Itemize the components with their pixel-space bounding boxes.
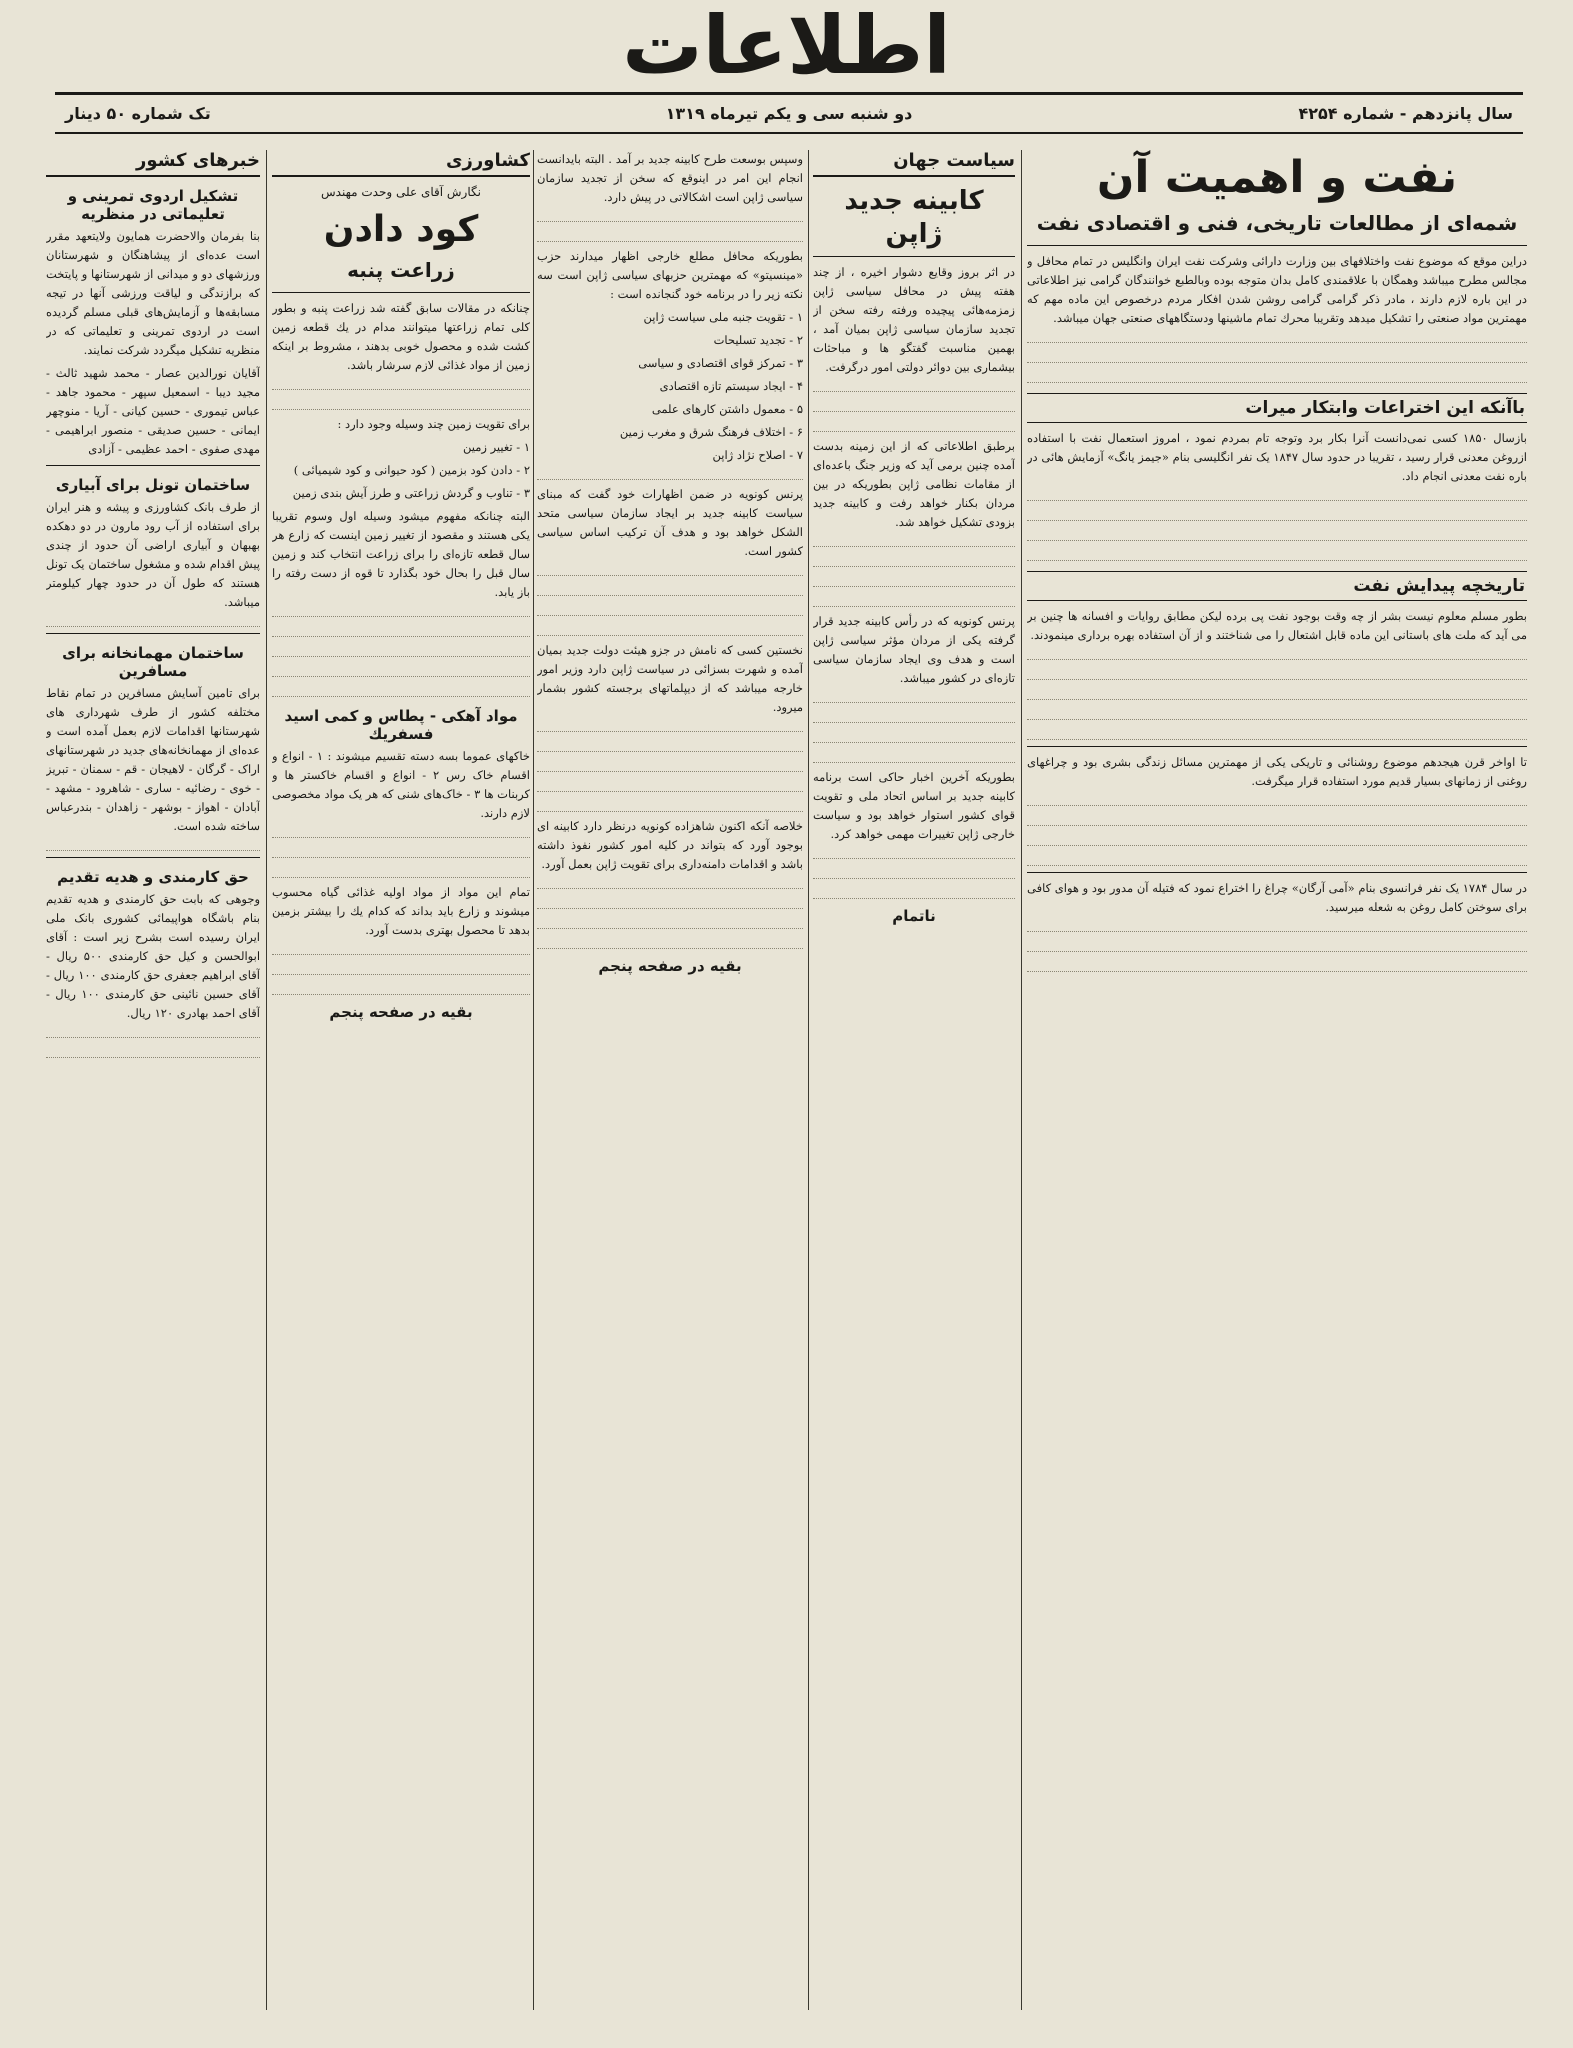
text-line [537,561,803,576]
text-line [813,688,1015,703]
fertilizer-text-c: خاکهای عموما بسه دسته تقسیم میشوند : ۱ - انواع و اقسام خاک رس ۲ - انواع و اقسام خاکستر ها و کربنات ها ۳ - خاک‌های شنی که هر یک مواد مخصوصی لازم دارند. [272,749,530,820]
text-line [813,377,1015,392]
fertilizer-list-title: برای تقویت زمین چند وسیله وجود دارد : [337,417,530,431]
text-line [272,602,530,617]
text-line [813,884,1015,899]
text-line [1027,791,1527,806]
text-line [272,843,530,858]
text-line [272,662,530,677]
text-line [537,797,803,812]
section-kicker: خبرهای کشور [46,150,260,177]
continued-note: بقیه در صفحه پنجم [598,957,742,975]
text-line [1027,348,1527,363]
news-headline: حق کارمندی و هدیه تقدیم [57,868,249,886]
divider [1027,872,1527,873]
text-line [272,375,530,390]
news-text: بنا بفرمان والاحضرت همایون ولایتعهد مقرر است عده‌ای از پیشاهنگان و شهرستانان ورزشهای دو و میدانی از شهرستانها و پایتخت که برازندگی و لیاقت ورزشی آنها در تیجه مسابقه‌ها و آزمایش‌های قبلی مسلم گردیده است در اردوی تمرینی و تعلیماتی که در منظریه تشکیل میگردد شرکت نمایند. [46,229,260,357]
text-line [537,757,803,772]
text-line [537,207,803,222]
text-line [1027,851,1527,866]
japan-cont-text-a: وسپس بوسعت طرح کابینه جدید بر آمد . البته بایدانست انجام این امر در اینوقع که سخن از تجدید سازمان سیاسی ژاپن است اشکالاتی در پیش دارد. [537,152,803,204]
text-line [537,717,803,732]
fertilizer-list-item: ۲ - دادن کود بزمین ( کود حیوانی و کود شیمیائی ) [293,463,530,477]
text-line [46,1023,260,1038]
news-text: از طرف بانک کشاورزی و پیشه و هنر ایران برای استفاده از آب رود مارون در دو دهکده بهبهان و آبیاری اراضی آن حدود از چندی پیش اقدام شده و مشغول ساختمان یک تونل هستند که طول آن در حدود چهار کیلومتر میباشد. [46,500,260,609]
divider [1027,245,1527,246]
domestic-news-column [46,150,260,2010]
text-line [537,465,803,480]
text-line [1027,665,1527,680]
column-separator [533,150,534,2010]
masthead [0,0,1573,92]
oil-history-text: بطور مسلم معلوم نیست بشر از چه وقت بوجود نفت پی برده لیکن مطابق روایات و افسانه ها چنین بر می آید که ملت های باستانی این ماده قابل اشتعال را می شناختند و از آن استفاده بهره برداری مینمودند. [1027,609,1527,642]
text-line [813,728,1015,743]
text-line [272,960,530,975]
japan-continuation-column [537,150,803,2010]
agriculture-column [272,150,530,2010]
divider [46,465,260,466]
text-line [813,748,1015,763]
japan-list-item: ۳ - تمرکز قوای اقتصادی و سیاسی [638,356,803,370]
text-line [813,864,1015,879]
text-line [272,863,530,878]
news-headline: ساختمان تونل برای آبیاری [55,476,251,494]
oil-section-text: بازسال ۱۸۵۰ کسی نمی‌دانست آنرا بکار برد وتوجه تام بمردم نمود ، امروز استعمال نفت با استفاده ازروغن معدنی قرار رسید ، تقریبا در حدود سال ۱۸۴۷ یک نفر انگلیسی بنام «جیمز یانگ» آزمایش هائی در باره نفت معدنی انجام داد. [1027,431,1527,483]
text-line [1027,937,1527,952]
fertilizer-list-item: ۳ - تناوب و گردش زراعتی و طرز آیش بندی زمین [292,486,530,500]
japan-cont-text-d: خلاصه آنکه اکنون شاهزاده کونویه درنظر دارد کابینه ای بوجود آورد که بتواند در کلیه امور کشور نفوذ داشته باشد و اقدامات دامنه‌داری برای تقویت ژاپن بعمل آورد. [537,819,803,871]
text-line [813,592,1015,607]
japan-text-d: بطوریکه آخرین اخبار حاکی است برنامه کابینه جدید بر اساس اتحاد ملی و تقویت قوای کشور استوار خواهد بود و سیاست خارجی ژاپن تغییرات مهمی خواهد کرد. [813,770,1015,841]
divider [813,256,1015,257]
section-kicker: سیاست جهان [813,150,1015,177]
fertilizer-text-d: تمام این مواد از مواد اولیه غذائی گیاه محسوب میشوند و زارع باید بداند که کدام یك را بیشتر بزمین بدهد تا محصول بهتری بدست آورد. [272,885,530,937]
column-separator [266,150,267,2010]
oil-article [1027,150,1527,2010]
text-line [46,1043,260,1058]
text-line [1027,546,1527,561]
text-line [1027,328,1527,343]
news-headline: ساختمان مهمانخانه برای مسافرین [62,644,244,680]
divider [46,633,260,634]
oil-argand-text: در سال ۱۷۸۴ یک نفر فرانسوی بنام «آمی آرگان» چراغ را اختراع نمود که فتیله آن مدور بود و هوای کافی برای سوختن کامل روغن به شعله میرسید. [1027,881,1527,914]
oil-intro: دراین موقع که موضوع نفت واختلافهای بین وزارت دارائی وشرکت نفت ایران وانگلیس در تمام محافل و مجالس مطرح میباشد وهمگان با علاقمندی کامل بدان متوجه بوده وبالطبع خوانندگان گرامی نیز اطلاعاتی در این باره لازم دارند ، مادر ذکر گرامی گرامی روشن شدن افکار مردم درخصوص این ماده مهم که مهمترین مواد صنعتی را تشکیل میدهد وتقریبا محرك تمام ماشینها ودستگاههای صنعتی جهان میباشد. [1027,254,1527,325]
text-line [537,874,803,889]
text-line [537,581,803,596]
japan-cont-text-c: نخستین کسی که نامش در جزو هیئت دولت جدید بمیان آمده و شهرت بسزائی در سیاست ژاپن دارد وزیر امور خارجه میباشد که از دیپلماتهای برجسته کشور بشمار میرود. [537,643,803,714]
news-names: آقایان نورالدین عصار - محمد شهید ثالث - مجید دیبا - اسمعیل سپهر - محمود جاهد - عباس تیموری - حسین کیانی - آریا - منوچهر ایمانی - حسین صدیقی - منصور ابراهیمی - مهدی صفوی - احمد عظیمی - آزادی [46,366,260,456]
continued-note: بقیه در صفحه پنجم [329,1003,473,1021]
japan-list-item: ۴ - ایجاد سیستم تازه اقتصادی [659,379,803,393]
text-line [1027,725,1527,740]
text-line [272,395,530,410]
fertilizer-list-item: ۱ - تغییر زمین [462,440,530,454]
fertilizer-subheadline: زراعت پنبه [347,258,455,282]
text-line [537,601,803,616]
text-line [537,227,803,242]
japan-list-title: بطوریکه محافل مطلع خارجی اظهار میدارند حزب «مینسیتو» که مهمترین حزبهای سیاسی ژاپن است سه نکته زیر را در برنامه خود گنجانده است : [537,249,803,301]
text-line [272,642,530,657]
divider [46,857,260,858]
oil-subheadline: شمه‌ای از مطالعات تاریخی، فنی و اقتصادی نفت [1036,211,1518,235]
column-separator [808,150,809,2010]
section-kicker: کشاورزی [272,150,530,177]
fertilizer-text-b: البته چنانکه مفهوم میشود وسیله اول وسوم تقریبا یکی هستند و مقصود از تغییر زمین اینست که زارع هر سال قطعه تازه‌ای را برای زراعت انتخاب کند و زمین سال قبل را بحال خود بگذارد تا قوه از دست رفته را باز یابد. [272,509,530,599]
oil-lamps-text: تا اواخر قرن هیجدهم موضوع روشنائی و تاریکی یکی از مهمترین مسائل زندگی بشری بود و چراغهای روغنی از زمانهای بسیار قدیم مورد استفاده قرار میگرفت. [1027,755,1527,788]
text-line [1027,526,1527,541]
text-line [272,980,530,995]
text-line [1027,506,1527,521]
divider [272,292,530,293]
text-line [537,894,803,909]
text-line [537,621,803,636]
oil-headline: نفت و اهمیت آن [1096,152,1458,203]
byline: نگارش آقای علی وحدت مهندس [321,185,481,199]
text-line [46,836,260,851]
text-line [537,737,803,752]
text-line [272,823,530,838]
top-rule [55,92,1523,95]
text-line [813,572,1015,587]
text-line [537,777,803,792]
newspaper-title: اطلاعات [622,0,951,92]
text-line [1027,368,1527,383]
fertilizer-headline: کود دادن [323,209,479,250]
text-line [813,552,1015,567]
japan-cabinet-headline: کابینه جدید ژاپن [844,186,984,249]
continued-note: ناتمام [892,907,936,925]
issue-number: سال پانزدهم - شماره ۴۲۵۴ [1298,104,1513,123]
text-line [813,708,1015,723]
divider [1027,746,1527,747]
text-line [1027,685,1527,700]
news-text: برای تامین آسایش مسافرین در تمام نقاط مختلفه کشور از طرف شهرداری های شهرستانها اقدامات لازم بعمل آمده است و عده‌ای از مهمانخانه‌های جدید در شهرستانهای اراک - گرگان - لاهیجان - قم - سمنان - تبریز - خوی - رضائیه - ساری - شاهرود - مشهد - آبادان - اهواز - بوشهر - زاهدان - بندرعباس ساخته شده است. [46,686,260,833]
text-line [537,914,803,929]
oil-section-head: باآنکه این اختراعات وابتکار میرات [1027,393,1527,423]
text-line [1027,486,1527,501]
text-line [813,532,1015,547]
bottom-rule [55,132,1523,134]
text-line [813,397,1015,412]
japan-text-b: برطبق اطلاعاتی که از این زمینه بدست آمده چنین برمی آید که وزیر جنگ باعده‌ای از مقامات نظامی ژاپن بطوریکه در بین مردان بکنار خواهد رفت و کابینه جدید بزودی تشکیل خواهد شد. [813,439,1015,529]
japan-list-item: ۵ - معمول داشتن کارهای علمی [651,402,803,416]
fertilizer-text-a: چنانکه در مقالات سابق گفته شد زراعت پنبه و بطور کلی تمام زراعتها میتوانند مدام در یك قطعه زمین کشت شده و محصول خوبی بدهند ، مشروط بر اینکه زمین از مواد غذائی لازم سرشار باشد. [272,301,530,372]
text-line [1027,705,1527,720]
fertilizer-section-head: مواد آهکی - پطاس و کمی اسید فسفریك [284,707,518,743]
text-line [1027,811,1527,826]
japan-text-a: در اثر بروز وقایع دشوار اخیره ، از چند هفته پیش در محافل سیاسی ژاپن زمزمه‌هائی پیچیده ورفته رفته سخن از تجدید سازمان سیاسی ژاپن بمیان آمد ، بهمین مناسبت گفتگو ها و مباحثات بیشماری بین دوائر دولتی امور درگرفت. [813,265,1015,374]
japan-list-item: ۱ - تقویت جنبه ملی سیاست ژاپن [643,310,803,324]
text-line [1027,917,1527,932]
issue-date: دو شنبه سی و یکم تیرماه ۱۳۱۹ [665,104,913,123]
news-text: وجوهی که بابت حق کارمندی و هدیه تقدیم بنام باشگاه هواپیمائی کشوری بانک ملی ایران رسیده است بشرح زیر است : آقای ابوالحسن و کیل حق کارمندی ۵۰۰ ریال - آقای ابراهیم جعفری حق کارمندی ۱۰۰ ریال - آقای حسین نائینی حق کارمندی ۱۰۰ ریال - آقای احمد بهادری ۱۲۰ ریال. [46,892,260,1020]
column-separator [1021,150,1022,2010]
world-politics-column [813,150,1015,2010]
text-line [1027,645,1527,660]
text-line [272,622,530,637]
text-line [813,844,1015,859]
japan-text-c: پرنس کونویه که در رأس کابینه جدید قرار گرفته یکی از مردان مؤثر سیاسی ژاپن است و هدف وی ایجاد سازمان سیاسی تازه‌ای در کشور میباشد. [813,614,1015,685]
japan-list-item: ۲ - تجدید تسلیحات [713,333,803,347]
text-line [813,417,1015,432]
text-line [272,682,530,697]
news-headline: تشکیل اردوی تمرینی و تعلیماتی در منظریه [67,187,239,223]
oil-history-head: تاریخچه پیدایش نفت [1027,571,1527,601]
text-line [46,612,260,627]
text-line [1027,957,1527,972]
issue-price: تک شماره ۵۰ دینار [65,104,211,123]
issue-info-bar [55,96,1523,130]
text-line [272,940,530,955]
japan-list-item: ۷ - اصلاح نژاد ژاپن [712,448,803,462]
japan-list-item: ۶ - اختلاف فرهنگ شرق و مغرب زمین [619,425,803,439]
text-line [1027,831,1527,846]
japan-cont-text-b: پرنس کونویه در ضمن اظهارات خود گفت که مبنای سیاست کابینه جدید بر ایجاد سازمان سیاسی متحد الشکل خواهد بود و هدف آن ترکیب اساس سیاسی کشور است. [537,487,803,558]
text-line [537,934,803,949]
